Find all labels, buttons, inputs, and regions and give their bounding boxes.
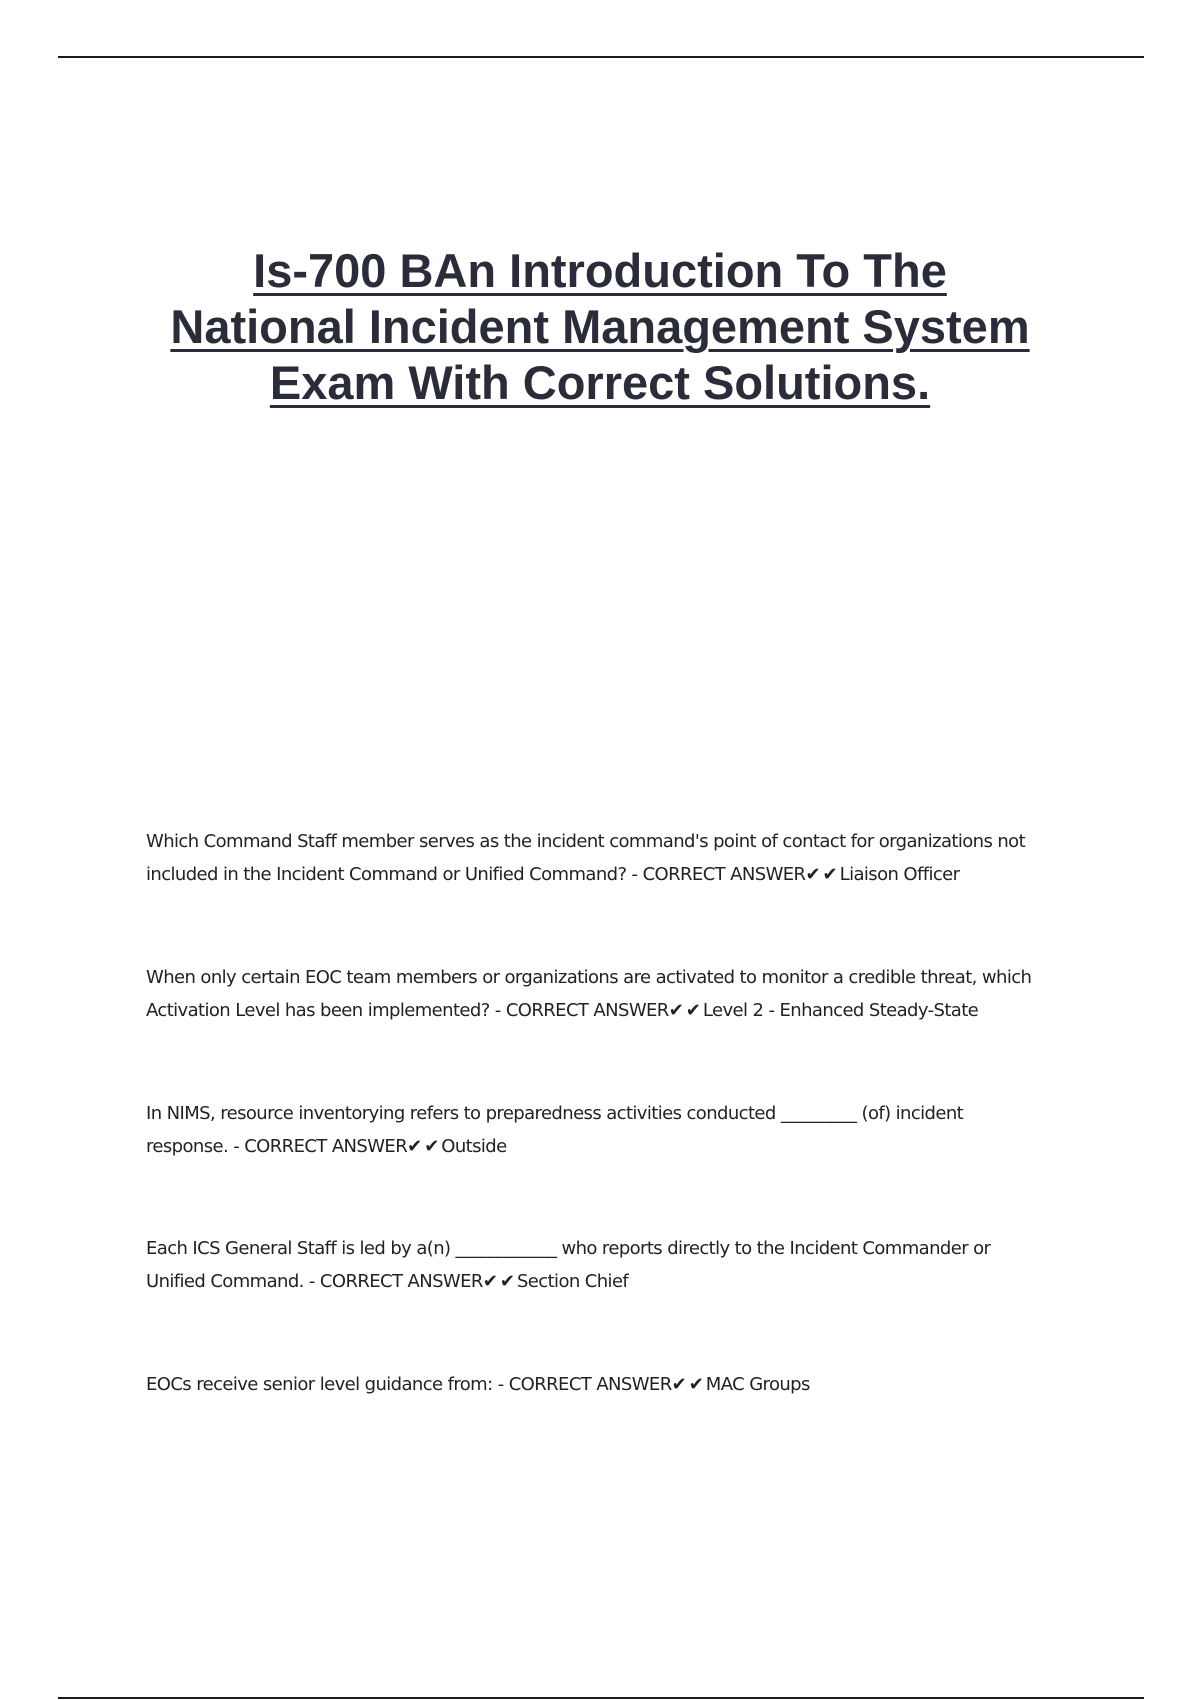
qa-item-4 — [146, 1232, 1076, 1298]
top-rule — [58, 56, 1144, 58]
answer-text: MAC Groups — [705, 1374, 810, 1395]
question-answer-line: response. - CORRECT ANSWER✔✔Outside — [146, 1136, 507, 1157]
qa-item-3 — [146, 1097, 1076, 1163]
document-title — [100, 243, 1100, 411]
question-answer-line: EOCs receive senior level guidance from: - CORRECT ANSWER✔✔MAC Groups — [146, 1374, 810, 1395]
answer-text: Liaison Officer — [839, 864, 960, 885]
check-mark-icon: ✔✔ — [668, 1000, 703, 1021]
question-line: In NIMS, resource inventorying refers to preparedness activities conducted _________ (of) incident — [146, 1103, 964, 1124]
question-line: Which Command Staff member serves as the incident command's point of contact for organizations not — [146, 831, 1026, 852]
qa-item-2 — [146, 961, 1076, 1027]
question-line: When only certain EOC team members or organizations are activated to monitor a credible threat, which — [146, 967, 1032, 988]
check-mark-icon: ✔✔ — [482, 1271, 517, 1292]
question-answer-line: included in the Incident Command or Unified Command? - CORRECT ANSWER✔✔Liaison Officer — [146, 864, 960, 885]
question-answer-line: Unified Command. - CORRECT ANSWER✔✔Section Chief — [146, 1271, 629, 1292]
question-answer-line: Activation Level has been implemented? - CORRECT ANSWER✔✔Level 2 - Enhanced Steady-State — [146, 1000, 979, 1021]
title-line-2: National Incident Management System — [170, 300, 1030, 353]
bottom-rule — [58, 1697, 1144, 1699]
answer-text: Section Chief — [516, 1271, 629, 1292]
question-line: Each ICS General Staff is led by a(n) ____________ who reports directly to the Incident Commander or — [146, 1238, 991, 1259]
check-mark-icon: ✔✔ — [805, 864, 840, 885]
title-line-1: Is-700 BAn Introduction To The — [253, 244, 947, 297]
check-mark-icon: ✔✔ — [671, 1374, 706, 1395]
qa-item-5 — [146, 1368, 1076, 1401]
answer-text: Outside — [441, 1136, 507, 1157]
qa-item-1 — [146, 825, 1076, 891]
answer-text: Level 2 - Enhanced Steady-State — [702, 1000, 979, 1021]
check-mark-icon: ✔✔ — [407, 1136, 442, 1157]
title-line-3: Exam With Correct Solutions. — [269, 356, 931, 409]
